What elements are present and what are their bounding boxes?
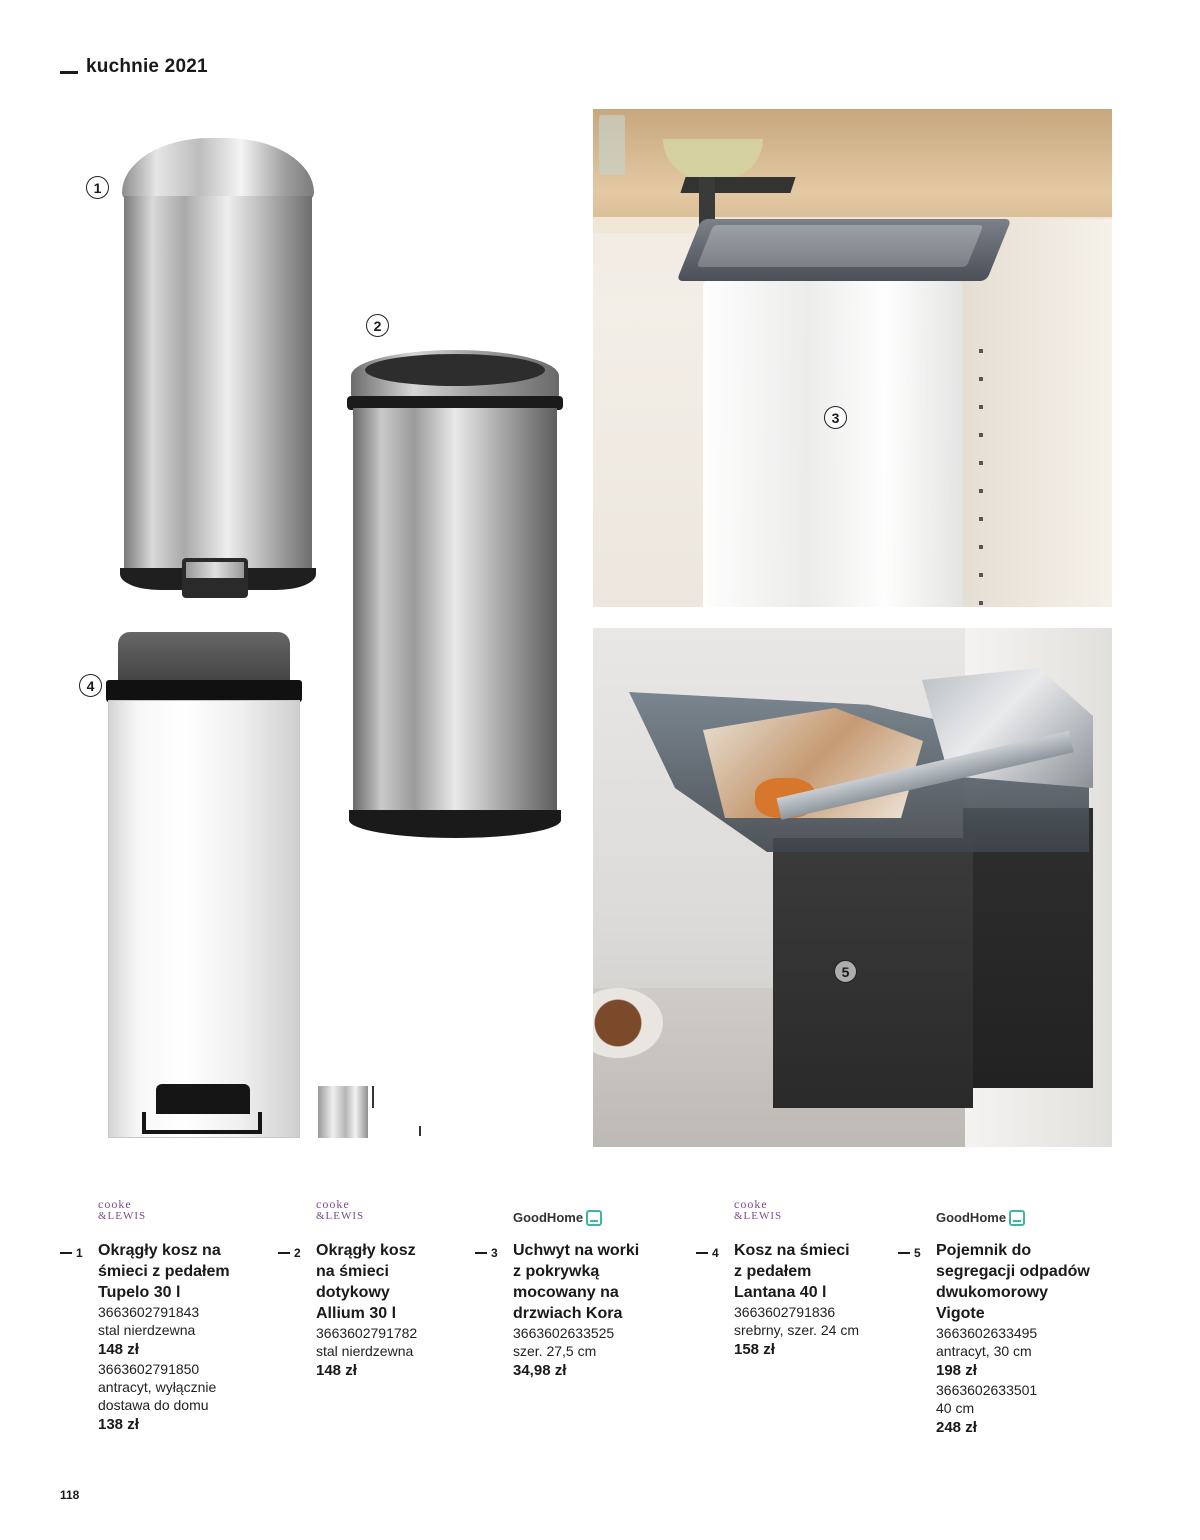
- marker-3: 3: [824, 406, 847, 429]
- house-icon: [1009, 1210, 1025, 1226]
- product-image-tupelo-bin: [120, 138, 316, 598]
- index-number: 1: [76, 1246, 83, 1260]
- product-price: 248 zł: [936, 1419, 977, 1436]
- marker-4: 4: [79, 674, 102, 697]
- product-info-1: [98, 1240, 230, 1435]
- product-info-5: [936, 1240, 1090, 1438]
- product-name-line: Okrągły kosz na: [98, 1242, 221, 1259]
- product-ean: 3663602791850: [98, 1361, 200, 1377]
- product-name-line: Allium 30 l: [316, 1305, 397, 1322]
- marker-5: 5: [834, 960, 857, 983]
- product-name-line: Okrągły kosz: [316, 1242, 416, 1259]
- bin-foot: [142, 1112, 262, 1134]
- bin-body: [353, 408, 557, 818]
- index-dash: [696, 1252, 708, 1254]
- product-size: srebrny, szer. 24 cm: [734, 1322, 860, 1338]
- product-price: 198 zł: [936, 1362, 977, 1379]
- product-price: 158 zł: [734, 1341, 775, 1358]
- index-dash: [475, 1252, 487, 1254]
- product-variant-note: dostawa do domu: [98, 1397, 209, 1413]
- product-info-3: [513, 1240, 639, 1381]
- product-price: 138 zł: [98, 1416, 139, 1433]
- brand-line-bottom: &LEWIS: [316, 1210, 365, 1222]
- section-title: kuchnie 2021: [86, 56, 208, 77]
- brand-name: GoodHome: [936, 1210, 1007, 1225]
- product-index: [475, 1246, 498, 1260]
- index-number: 3: [491, 1246, 498, 1260]
- bin-body: [124, 196, 312, 576]
- product-index: [696, 1246, 719, 1260]
- bin-pedal-plate: [186, 562, 244, 578]
- product-name-line: segregacji odpadów: [936, 1263, 1090, 1280]
- section-header: [60, 56, 208, 78]
- product-image-lantana-bin: [106, 632, 302, 1142]
- product-name-line: śmieci z pedałem: [98, 1263, 230, 1280]
- index-dash: [60, 1252, 72, 1254]
- photo-worktop: [593, 109, 1112, 227]
- product-name-line: dotykowy: [316, 1284, 390, 1301]
- product-name-line: na śmieci: [316, 1263, 389, 1280]
- product-image-allium-bin: [347, 350, 563, 840]
- product-ean: 3663602633525: [513, 1325, 615, 1341]
- photo-bag: [703, 279, 963, 607]
- product-ean: 3663602791782: [316, 1325, 418, 1341]
- bin-touch-lid: [365, 354, 545, 386]
- index-number: 5: [914, 1246, 921, 1260]
- product-name-line: Vigote: [936, 1305, 985, 1322]
- product-info-4: [734, 1240, 859, 1360]
- product-name-line: drzwiach Kora: [513, 1305, 623, 1322]
- photo-bin-left: [773, 838, 973, 1108]
- product-name-line: z pokrywką: [513, 1263, 600, 1280]
- index-dash: [898, 1252, 910, 1254]
- marker-2: 2: [366, 314, 389, 337]
- product-photo-vigote-container: [593, 628, 1112, 1147]
- product-price: 34,98 zł: [513, 1362, 567, 1379]
- brand-line-top: cooke: [316, 1197, 350, 1211]
- photo-glass: [599, 115, 625, 175]
- brand-line-bottom: &LEWIS: [734, 1210, 783, 1222]
- bin-lid: [118, 632, 290, 682]
- index-dash: [278, 1252, 290, 1254]
- brand-logo-cooke-lewis: [98, 1198, 146, 1222]
- product-material: stal nierdzewna: [316, 1343, 414, 1359]
- product-index: [60, 1246, 83, 1260]
- product-index: [278, 1246, 301, 1260]
- bin-base: [349, 810, 561, 838]
- holder-hook: [680, 177, 795, 193]
- marker-1: 1: [86, 176, 109, 199]
- page-number: 118: [60, 1488, 80, 1502]
- house-icon: [586, 1210, 602, 1226]
- brand-logo-goodhome: [513, 1210, 602, 1226]
- product-name-line: Pojemnik do: [936, 1242, 1032, 1259]
- brand-name: GoodHome: [513, 1210, 584, 1225]
- product-price: 148 zł: [316, 1362, 357, 1379]
- product-photo-kora-bag-holder: [593, 109, 1112, 607]
- product-name-line: z pedałem: [734, 1263, 812, 1280]
- product-ean: 3663602633495: [936, 1325, 1038, 1341]
- brand-line-bottom: &LEWIS: [98, 1210, 147, 1222]
- index-number: 2: [294, 1246, 301, 1260]
- product-price: 148 zł: [98, 1341, 139, 1358]
- product-ean: 3663602791836: [734, 1304, 836, 1320]
- product-name-line: Lantana 40 l: [734, 1284, 827, 1301]
- product-size: szer. 27,5 cm: [513, 1343, 597, 1359]
- product-ean: 3663602791843: [98, 1304, 200, 1320]
- product-name-line: mocowany na: [513, 1284, 619, 1301]
- product-variant: antracyt, 30 cm: [936, 1343, 1032, 1359]
- product-variant-note: antracyt, wyłącznie: [98, 1379, 217, 1395]
- brand-line-top: cooke: [98, 1197, 132, 1211]
- photo-shelf-holes: [979, 349, 983, 607]
- bin-body: [108, 700, 300, 1138]
- brand-line-top: cooke: [734, 1197, 768, 1211]
- product-index: [898, 1246, 921, 1260]
- product-material: stal nierdzewna: [98, 1322, 196, 1338]
- product-name-line: Kosz na śmieci: [734, 1242, 850, 1259]
- bin-pedal: [156, 1084, 250, 1114]
- bin-lid: [122, 138, 314, 200]
- brand-logo-goodhome: [936, 1210, 1025, 1226]
- product-ean: 3663602633501: [936, 1382, 1038, 1398]
- product-variant: 40 cm: [936, 1400, 975, 1416]
- product-name-line: Uchwyt na worki: [513, 1242, 640, 1259]
- brand-logo-cooke-lewis: [734, 1198, 782, 1222]
- swatch-divider: [372, 1086, 374, 1108]
- product-name-line: dwukomorowy: [936, 1284, 1049, 1301]
- product-info-2: [316, 1240, 417, 1381]
- swatch-mark: [419, 1126, 421, 1136]
- index-number: 4: [712, 1246, 719, 1260]
- brand-logo-cooke-lewis: [316, 1198, 364, 1222]
- product-name-line: Tupelo 30 l: [98, 1284, 181, 1301]
- bin-rim: [106, 680, 302, 702]
- holder-lid-inner: [697, 225, 984, 267]
- header-dash: [60, 71, 78, 74]
- color-swatch-silver: [318, 1086, 368, 1138]
